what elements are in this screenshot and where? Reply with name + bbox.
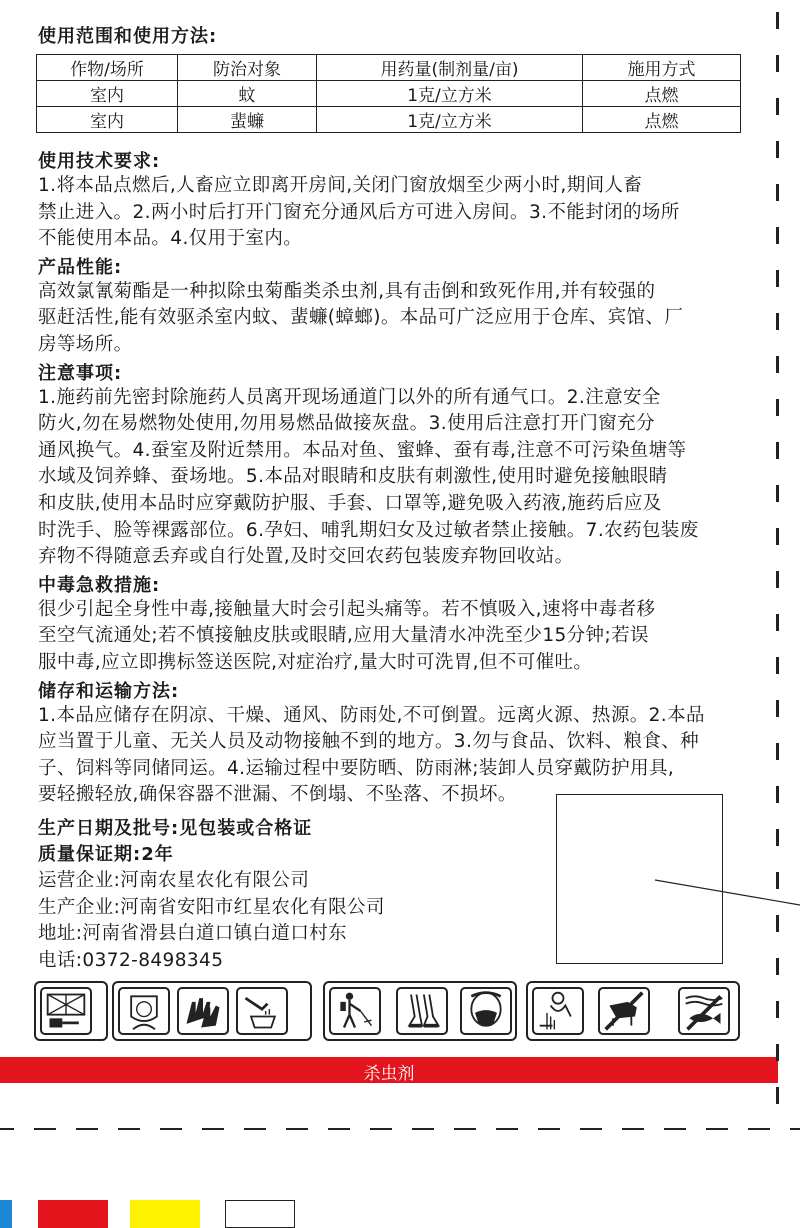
table-header-row — [37, 55, 741, 81]
table-header: 作物/场所 — [37, 55, 178, 81]
cut-dash — [776, 915, 779, 932]
usage-table — [36, 54, 741, 133]
section-line: 时洗手、脸等裸露部位。6.孕妇、哺乳期妇女及过敏者禁止接触。7.农药包装废 — [38, 519, 699, 541]
table-header: 施用方式 — [583, 55, 741, 81]
gloves-icon — [177, 987, 229, 1035]
cut-dash — [664, 1128, 686, 1130]
section-line: 弃物不得随意丢弃或自行处置,及时交回农药包装废弃物回收站。 — [38, 546, 574, 568]
cut-dash — [776, 270, 779, 287]
cut-dash — [776, 829, 779, 846]
company-address: 地址:河南省滑县白道口镇白道口村东 — [38, 923, 348, 945]
manufacturer-company: 生产企业:河南省安阳市红星农化有限公司 — [38, 896, 385, 918]
section-line: 1.本品应储存在阴凉、干燥、通风、防雨处,不可倒置。远离火源、热源。2.本品 — [38, 704, 705, 726]
banner-label: 杀虫剂 — [363, 1064, 415, 1084]
cut-dash — [776, 1044, 779, 1061]
section-line: 驱赶活性,能有效驱杀室内蚊、蜚蠊(蟑螂)。本品可广泛应用于仓库、宾馆、厂 — [38, 307, 684, 329]
cut-dash — [776, 1001, 779, 1018]
cut-dash — [370, 1128, 392, 1130]
instructions-body — [38, 147, 768, 809]
section-line: 禁止进入。2.两小时后打开门窗充分通风后方可进入房间。3.不能封闭的场所 — [38, 201, 680, 223]
table-header: 防治对象 — [178, 55, 317, 81]
section-performance — [38, 253, 768, 359]
cut-dash — [286, 1128, 308, 1130]
cut-dash — [776, 528, 779, 545]
cut-dash — [748, 1128, 770, 1130]
swatch-white — [225, 1200, 295, 1228]
table-cell: 1克/立方米 — [317, 107, 583, 133]
section-line: 不能使用本品。4.仅用于室内。 — [38, 228, 303, 250]
cut-dash — [244, 1128, 266, 1130]
section-line: 子、饲料等同储同运。4.运输过程中要防晒、防雨淋;装卸人员穿戴防护用具, — [38, 757, 675, 779]
cut-dash — [776, 98, 779, 115]
section-line: 防火,勿在易燃物处使用,勿用易燃品做接灰盘。3.使用后注意打开门窗充分 — [38, 413, 655, 435]
cut-dash — [776, 12, 779, 29]
section-line: 房等场所。 — [38, 333, 133, 355]
cut-dash — [776, 743, 779, 760]
cut-dash — [776, 184, 779, 201]
wash-basin-icon — [236, 987, 288, 1035]
cut-dash — [622, 1128, 644, 1130]
table-row — [37, 107, 741, 133]
cut-dash — [706, 1128, 728, 1130]
cut-dash — [776, 958, 779, 975]
face-shield-icon — [118, 987, 170, 1035]
table-cell: 蜚蠊 — [178, 107, 317, 133]
section-line: 和皮肤,使用本品时应穿戴防护服、手套、口罩等,避免吸入药液,施药后应及 — [38, 492, 662, 514]
cut-dash — [776, 1087, 779, 1104]
section-storage — [38, 677, 768, 809]
table-row — [37, 81, 741, 107]
section-first-aid — [38, 571, 768, 677]
section-technical — [38, 147, 768, 253]
operator-company: 运营企业:河南农星农化有限公司 — [38, 870, 310, 891]
table-cell: 蚊 — [178, 81, 317, 107]
no-livestock-icon — [598, 987, 650, 1035]
cut-dash — [496, 1128, 518, 1130]
cut-dash — [776, 141, 779, 158]
cut-dash — [538, 1128, 560, 1130]
section-title: 注意事项: — [38, 362, 123, 384]
section-title: 产品性能: — [38, 256, 123, 278]
no-fish-icon — [678, 987, 730, 1035]
boots-icon — [396, 987, 448, 1035]
production-date: 生产日期及批号:见包装或合格证 — [38, 818, 313, 839]
swatch-blue — [0, 1200, 12, 1228]
cut-dash — [776, 356, 779, 373]
cut-dash — [776, 657, 779, 674]
section-line: 很少引起全身性中毒,接触量大时会引起头痛等。若不慎吸入,速将中毒者移 — [38, 598, 656, 620]
table-cell: 室内 — [37, 81, 178, 107]
cut-dash — [454, 1128, 476, 1130]
wash-after-use-icon — [532, 987, 584, 1035]
cut-dash — [202, 1128, 224, 1130]
company-phone: 电话:0372-8498345 — [38, 949, 224, 971]
section-line: 1.将本品点燃后,人畜应立即离开房间,关闭门窗放烟至少两小时,期间人畜 — [38, 175, 643, 196]
cut-dash — [776, 399, 779, 416]
swatch-red — [38, 1200, 108, 1228]
cut-dash — [776, 571, 779, 588]
section-line: 高效氯氰菊酯是一种拟除虫菊酯类杀虫剂,具有击倒和致死作用,并有较强的 — [38, 280, 656, 302]
section-precautions — [38, 359, 768, 571]
usage-title: 使用范围和使用方法: — [38, 26, 218, 47]
section-line: 水域及饲养蜂、蚕场地。5.本品对眼睛和皮肤有刺激性,使用时避免接触眼睛 — [38, 466, 668, 488]
cut-dash — [776, 485, 779, 502]
cut-dash — [776, 313, 779, 330]
category-banner — [0, 1057, 778, 1083]
storage-lock-icon — [40, 987, 92, 1035]
cut-dash — [776, 872, 779, 889]
cut-dash — [776, 614, 779, 631]
cut-dash — [580, 1128, 602, 1130]
cut-dash — [118, 1128, 140, 1130]
section-line: 要轻搬轻放,确保容器不泄漏、不倒塌、不坠落、不损坏。 — [38, 784, 517, 806]
section-line: 应当置于儿童、无关人员及动物接触不到的地方。3.勿与食品、饮料、粮食、种 — [38, 731, 700, 753]
cut-dash — [776, 786, 779, 803]
section-line: 至空气流通处;若不慎接触皮肤或眼睛,应用大量清水冲洗至少15分钟;若误 — [38, 625, 649, 647]
cut-dash — [776, 442, 779, 459]
swatch-yellow — [130, 1200, 200, 1228]
section-title: 使用技术要求: — [38, 151, 161, 172]
section-line: 服中毒,应立即携标签送医院,对症治疗,量大时可洗胃,但不可催吐。 — [38, 651, 593, 673]
cut-dash — [328, 1128, 350, 1130]
table-cell: 点燃 — [583, 81, 741, 107]
section-title: 中毒急救措施: — [38, 574, 161, 596]
company-info — [38, 816, 385, 974]
cut-dash — [76, 1128, 98, 1130]
cut-dash — [412, 1128, 434, 1130]
cut-dash — [776, 227, 779, 244]
section-title: 储存和运输方法: — [38, 680, 180, 702]
table-cell: 点燃 — [583, 107, 741, 133]
cut-dash — [776, 700, 779, 717]
sprayer-person-icon — [329, 987, 381, 1035]
table-cell: 1克/立方米 — [317, 81, 583, 107]
section-line: 1.施药前先密封除施药人员离开现场通道门以外的所有通气口。2.注意安全 — [38, 386, 661, 408]
section-line: 通风换气。4.蚕室及附近禁用。本品对鱼、蜜蜂、蚕有毒,注意不可污染鱼塘等 — [38, 439, 687, 461]
cut-dash — [776, 55, 779, 72]
cut-dash — [34, 1128, 56, 1130]
cut-dash — [790, 1128, 800, 1130]
table-header: 用药量(制剂量/亩) — [317, 55, 583, 81]
table-cell: 室内 — [37, 107, 178, 133]
cut-dash — [0, 1128, 14, 1130]
cut-dash — [160, 1128, 182, 1130]
warranty-period: 质量保证期:2年 — [38, 844, 174, 865]
mask-icon — [460, 987, 512, 1035]
